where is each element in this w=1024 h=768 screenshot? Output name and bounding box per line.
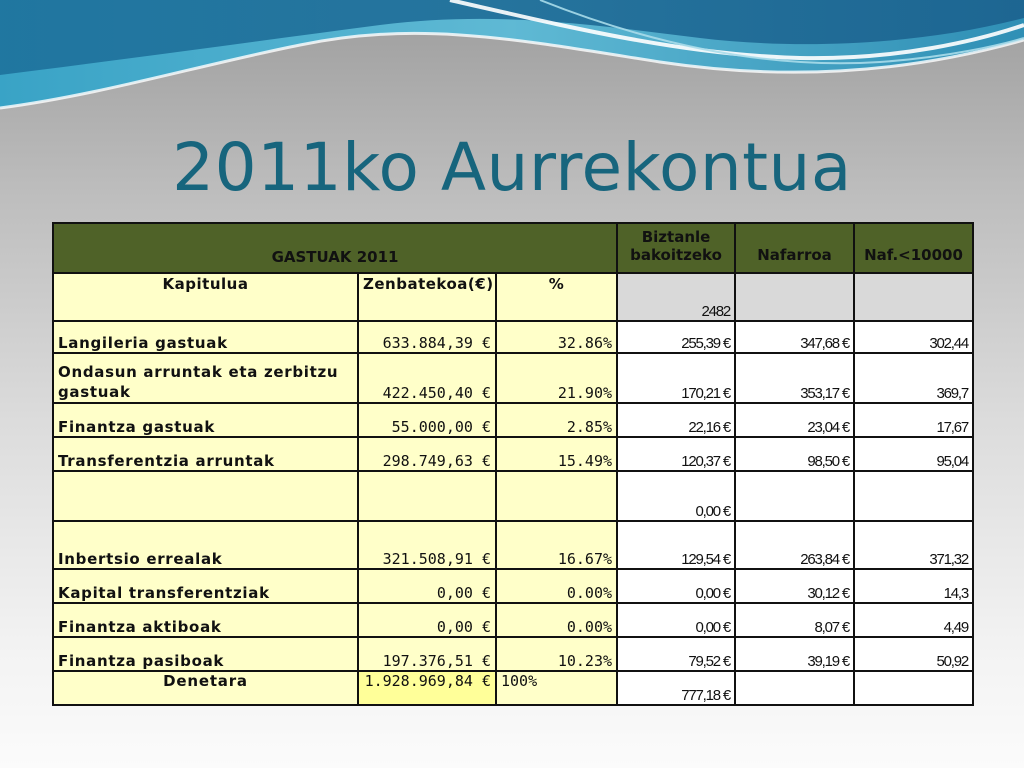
total-per-capita: 777,18 € (617, 671, 735, 705)
table-row (53, 403, 973, 437)
row-per-capita: 120,37 € (617, 437, 735, 471)
row-per-capita: 170,21 € (617, 353, 735, 403)
row-nafarroa-under-10000: 95,04 (854, 437, 973, 471)
header-per-capita: Biztanle bakoitzeko (617, 223, 735, 273)
row-label: Transferentzia arruntak (53, 437, 358, 471)
total-row (53, 671, 973, 705)
total-percent: 100% (496, 671, 617, 705)
row-label: Kapital transferentziak (53, 569, 358, 603)
total-label: Denetara (53, 671, 358, 705)
row-nafarroa: 98,50 € (735, 437, 854, 471)
row-percent: 0.00% (496, 603, 617, 637)
row-label: Finantza pasiboak (53, 637, 358, 671)
row-nafarroa-under-10000: 302,44 (854, 321, 973, 353)
table-subheader-row (53, 273, 973, 321)
row-nafarroa-under-10000: 371,32 (854, 521, 973, 569)
row-amount: 55.000,00 € (358, 403, 496, 437)
row-amount: 633.884,39 € (358, 321, 496, 353)
header-gastuak: GASTUAK 2011 (53, 223, 617, 273)
row-per-capita: 255,39 € (617, 321, 735, 353)
row-label: Finantza gastuak (53, 403, 358, 437)
table-header-row (53, 223, 973, 273)
row-per-capita: 0,00 € (617, 471, 735, 521)
row-per-capita: 22,16 € (617, 403, 735, 437)
row-percent: 10.23% (496, 637, 617, 671)
table-row (53, 637, 973, 671)
empty-cell (735, 671, 854, 705)
row-amount: 197.376,51 € (358, 637, 496, 671)
row-amount: 422.450,40 € (358, 353, 496, 403)
row-percent: 32.86% (496, 321, 617, 353)
table-row (53, 321, 973, 353)
row-nafarroa: 263,84 € (735, 521, 854, 569)
empty-cell (854, 273, 973, 321)
row-nafarroa: 30,12 € (735, 569, 854, 603)
row-nafarroa-under-10000 (854, 471, 973, 521)
row-amount (358, 471, 496, 521)
total-amount: 1.928.969,84 € (358, 671, 496, 705)
row-label: Langileria gastuak (53, 321, 358, 353)
row-amount: 298.749,63 € (358, 437, 496, 471)
row-label: Finantza aktiboak (53, 603, 358, 637)
row-nafarroa-under-10000: 4,49 (854, 603, 973, 637)
row-percent: 15.49% (496, 437, 617, 471)
row-label (53, 471, 358, 521)
row-nafarroa: 8,07 € (735, 603, 854, 637)
table-row (53, 353, 973, 403)
row-amount: 0,00 € (358, 569, 496, 603)
budget-table (52, 222, 974, 706)
empty-cell (735, 273, 854, 321)
table-row (53, 471, 973, 521)
subheader-kapitulua: Kapitulua (53, 273, 358, 321)
row-nafarroa: 347,68 € (735, 321, 854, 353)
row-per-capita: 129,54 € (617, 521, 735, 569)
table-row (53, 569, 973, 603)
header-nafarroa: Nafarroa (735, 223, 854, 273)
row-nafarroa-under-10000: 17,67 (854, 403, 973, 437)
row-nafarroa: 23,04 € (735, 403, 854, 437)
subheader-percent: % (496, 273, 617, 321)
row-nafarroa (735, 471, 854, 521)
table-row (53, 603, 973, 637)
row-per-capita: 79,52 € (617, 637, 735, 671)
row-amount: 321.508,91 € (358, 521, 496, 569)
population-count: 2482 (617, 273, 735, 321)
row-nafarroa-under-10000: 369,7 (854, 353, 973, 403)
page-title: 2011ko Aurrekontua (172, 129, 852, 206)
row-per-capita: 0,00 € (617, 603, 735, 637)
row-percent: 2.85% (496, 403, 617, 437)
row-amount: 0,00 € (358, 603, 496, 637)
row-label: Ondasun arruntak eta zerbitzu gastuak (53, 353, 358, 403)
row-nafarroa-under-10000: 14,3 (854, 569, 973, 603)
empty-cell (854, 671, 973, 705)
row-label: Inbertsio errealak (53, 521, 358, 569)
decorative-wave-banner (0, 0, 1024, 130)
row-percent: 21.90% (496, 353, 617, 403)
row-percent: 16.67% (496, 521, 617, 569)
row-nafarroa-under-10000: 50,92 (854, 637, 973, 671)
table-row (53, 521, 973, 569)
header-nafarroa-under-10000: Naf.<10000 (854, 223, 973, 273)
row-percent (496, 471, 617, 521)
row-nafarroa: 353,17 € (735, 353, 854, 403)
table-row (53, 437, 973, 471)
row-per-capita: 0,00 € (617, 569, 735, 603)
row-nafarroa: 39,19 € (735, 637, 854, 671)
row-percent: 0.00% (496, 569, 617, 603)
subheader-zenbatekoa: Zenbatekoa(€) (358, 273, 496, 321)
